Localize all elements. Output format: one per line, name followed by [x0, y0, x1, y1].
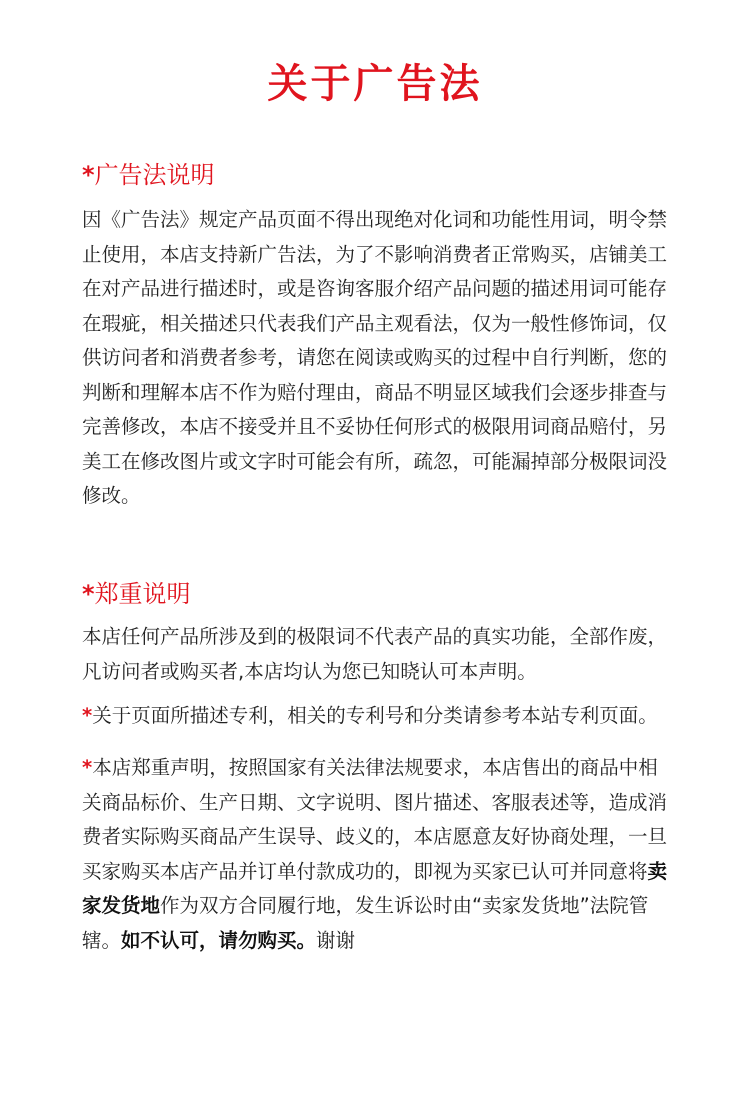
ad-law-paragraph	[82, 203, 702, 514]
bold-text: 如不认可，请勿购买。	[121, 928, 317, 952]
bold-text: 卖	[647, 859, 668, 883]
declaration-paragraph	[82, 620, 702, 689]
text-line: 止使用，本店支持新广告法，为了不影响消费者正常购买，店铺美工	[82, 242, 668, 266]
text-line: 在瑕疵，相关描述只代表我们产品主观看法，仅为一般性修饰词，仅	[82, 311, 668, 335]
section-heading-ad-law	[82, 155, 215, 190]
text-line: 本店任何产品所涉及到的极限词不代表产品的真实功能，全部作废，	[82, 625, 668, 648]
text-line: 修改。	[82, 484, 141, 507]
text-line: 买家购买本店产品并订单付款成功的，即视为买家已认可并同意将	[82, 859, 648, 883]
section-heading-declaration	[82, 574, 191, 609]
text-line: 完善修改，本店不接受并且不妥协任何形式的极限用词商品赔付，另	[82, 415, 668, 438]
text-line: 谢谢	[316, 928, 356, 952]
heading-text: 郑重说明	[94, 580, 191, 608]
star-icon: *	[82, 704, 93, 727]
patent-note	[82, 699, 702, 734]
text-line: 作为双方合同履行地，发生诉讼时由“卖家发货地”法院管	[160, 894, 649, 917]
text-line: 关商品标价、生产日期、文字说明、图片描述、客服表述等，造成消	[82, 790, 668, 814]
text-line: 在对产品进行描述时，或是咨询客服介绍产品问题的描述用词可能存	[82, 277, 668, 300]
text-line: 供访问者和消费者参考，请您在阅读或购买的过程中自行判断，您的	[82, 346, 668, 369]
star-icon: *	[82, 161, 95, 189]
star-icon: *	[82, 756, 93, 779]
text-line: 因《广告法》规定产品页面不得出现绝对化词和功能性用词，明令禁	[82, 208, 668, 231]
text-line: 判断和理解本店不作为赔付理由，商品不明显区域我们会逐步排查与	[82, 380, 668, 404]
text-line: 费者实际购买商品产生误导、歧义的，本店愿意友好协商处理，一旦	[82, 825, 668, 848]
patent-note-text: 关于页面所描述专利，相关的专利号和分类请参考本站专利页面。	[92, 704, 658, 727]
text-line: 美工在修改图片或文字时可能会有所，疏忽，可能漏掉部分极限词没	[82, 449, 668, 473]
text-line: 凡访问者或购买者,本店均认为您已知晓认可本声明。	[82, 659, 537, 683]
star-icon: *	[82, 580, 95, 608]
page-title: 关于广告法	[267, 61, 483, 107]
heading-text: 广告法说明	[94, 161, 215, 189]
statement-paragraph	[82, 751, 702, 958]
text-line: 本店郑重声明，按照国家有关法律法规要求，本店售出的商品中相	[92, 756, 658, 779]
bold-text: 家发货地	[82, 894, 161, 917]
text-line: 辖。	[82, 928, 122, 952]
